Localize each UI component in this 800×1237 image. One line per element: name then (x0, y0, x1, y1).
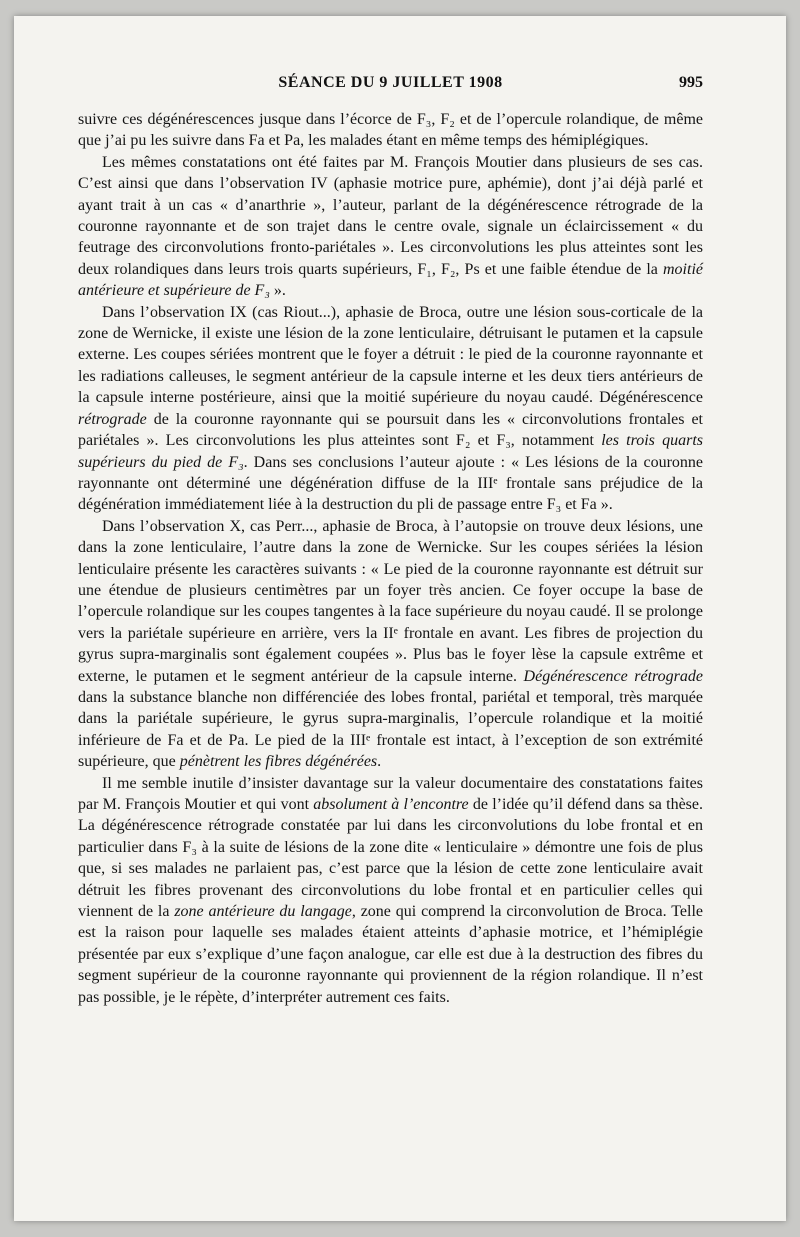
body-text (78, 109, 703, 1008)
text-segment: Dans l’observation IX (cas Riout...), aphasie de Broca, outre une lésion sous-corticale de la zone de Wernicke, il existe une lésion de la zone lenticulaire, détruisant le putamen et la capsule externe. Les coupes sériées montrent que le foyer a détruit : le pied de la couronne rayonnante et les radiations calleuses, le segment antérieur de la capsule interne et les deux tiers antérieurs de la capsule interne postérieure, ainsi que la moitié supérieure du noyau caudé. Dégénérescence (78, 303, 703, 407)
text-segment: . (377, 753, 382, 771)
text-segment: Les mêmes constatations ont été faites par M. François Moutier dans plusieurs de ses cas. C’est ainsi que dans l’observation IV (aphasie motrice pure, aphémie), dont j’ai déjà parlé et ayant trait à un cas « d’anarthrie », l’auteur, parlant de la dégénérescence rétrograde de la couronne rayonnante et de son trajet dans le centre ovale, signale un éclaircissement « du feutrage des circonvolutions fronto-pariétales ». Les circonvolutions les plus atteintes sont les deux rolandiques dans leurs trois quarts supérieurs, F₁, F₂, Ps et une faible étendue de la (78, 153, 703, 278)
paragraph (78, 516, 703, 773)
text-segment: dans la substance blanche non différenciée des lobes frontal, pariétal et temporal, très marquée dans la pariétale supérieure, le gyrus supra-marginalis, l’opercule rolandique et la moitié inférieure de Fa et de Pa. Le pied de la IIIᵉ frontale est intact, à l’exception de son extrémité supérieure, que (78, 688, 703, 771)
text-segment: suivre ces dégénérescences jusque dans l’écorce de F₃, F₂ et de l’opercule rolandique, de même que j’ai pu les suivre dans Fa et Pa, les malades étant en même temps des hémiplégiques. (78, 111, 703, 150)
text-segment: . Dans ses conclusions l’auteur ajoute : « Les lésions de la couronne rayonnante ont déterminé une dégénération diffuse de la IIIᵉ frontale sans préjudice de la dégénération immédiatement liée à la destruction du pli de passage entre F₃ et Fa ». (78, 453, 703, 514)
paragraph (78, 152, 703, 302)
document-page (14, 16, 786, 1221)
italic-segment: absolument à l’encontre (313, 796, 469, 813)
italic-segment: pénètrent les fibres dégénérées (179, 753, 378, 771)
paragraph (78, 773, 703, 1008)
italic-segment: Dégénérescence rétrograde (523, 667, 703, 685)
text-segment: , zone qui comprend la circonvolution de Broca. Telle est la raison pour laquelle ses malades étaient atteints d’aphasie motrice, et l’hémiplégie présentée par eux s’explique d’une façon analogue, car elle est due à la destruction des fibres du segment supérieur de la couronne rayonnante qui proviennent de la région rolandique. Il n’est pas possible, je le répète, d’interpréter autrement ces faits. (78, 903, 703, 1006)
paragraph (78, 109, 703, 152)
italic-segment: moitié antérieure et supérieure de F₃ (78, 260, 703, 300)
text-segment: de l’idée qu’il défend dans sa thèse. La dégénérescence rétrograde constatée par lui dans les circonvolutions du lobe frontal et en particulier dans F₃ à la suite de lésions de la zone dite « lenticulaire » démontre une fois de plus que, si ses malades ne parlaient pas, c’est parce que la lésion de cette zone lenticulaire avait détruit les fibres provenant des circonvolutions du lobe frontal et en particulier celles qui viennent de la (78, 796, 703, 921)
text-segment: Dans l’observation X, cas Perr..., aphasie de Broca, à l’autopsie on trouve deux lésions, une dans la zone lenticulaire, l’autre dans la zone de Wernicke. Sur les coupes sériées la lésion lenticulaire présente les caractères suivants : « Le pied de la couronne rayonnante est détruit sur une étendue de plusieurs centimètres par un foyer très ancien. Ce foyer occupe la base de l’opercule rolandique sur les coupes tangentes à la face supérieure du noyau caudé. Il se prolonge vers la pariétale supérieure en arrière, vers la IIᵉ frontale en avant. Les fibres de projection du gyrus supra-marginalis sont également coupées ». Plus bas le foyer lèse la capsule extrême et externe, le putamen et le segment antérieur de la capsule interne. (78, 517, 703, 685)
running-title: SÉANCE DU 9 JUILLET 1908 (278, 74, 503, 91)
text-segment: ». (269, 282, 286, 300)
page-header (78, 74, 703, 96)
page-number: 995 (679, 74, 703, 91)
italic-segment: zone antérieure du langage (174, 903, 352, 921)
italic-segment: les trois quarts supérieurs du pied de F₃ (78, 432, 703, 471)
text-segment: Il me semble inutile d’insister davantage sur la valeur documentaire des constatations faites par M. François Moutier et qui vont (78, 774, 703, 813)
paragraph (78, 302, 703, 516)
text-segment: de la couronne rayonnante qui se poursuit dans les « circonvolutions frontales et pariétales ». Les circonvolutions les plus atteintes sont F₂ et F₃, notamment (78, 410, 703, 450)
italic-segment: rétrograde (78, 410, 147, 428)
